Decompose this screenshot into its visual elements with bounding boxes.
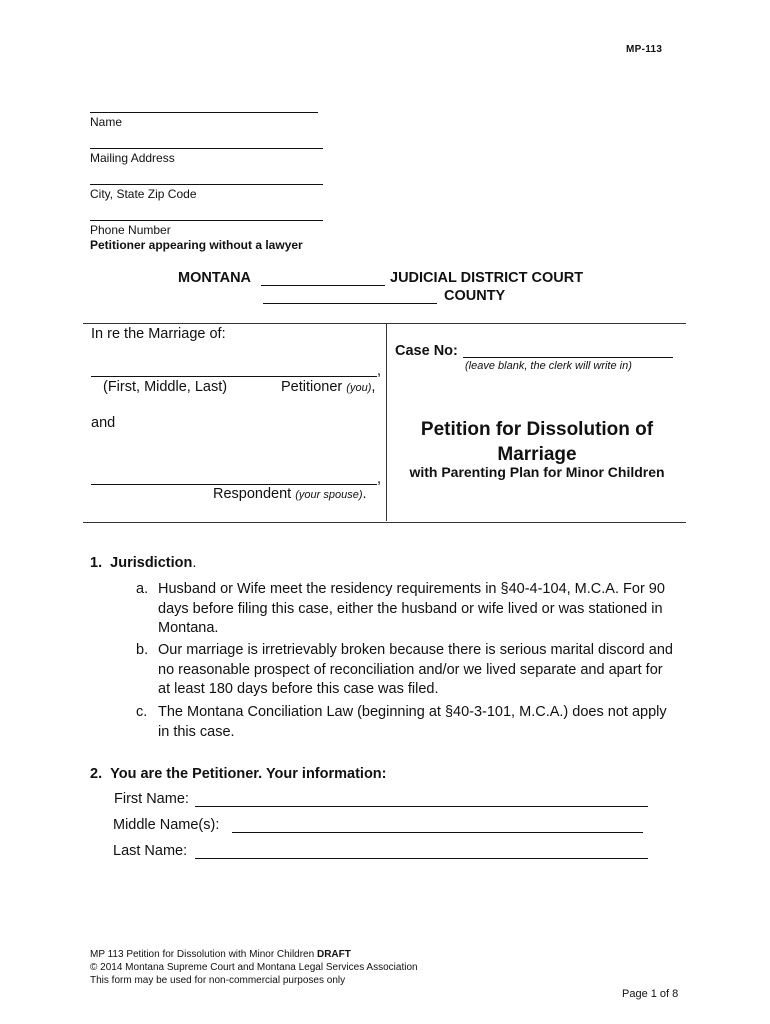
phone-number-label: Phone Number (90, 223, 171, 237)
middle-name-field[interactable] (232, 832, 643, 833)
respondent-label-text: Respondent (213, 486, 292, 502)
footer-copyright: © 2014 Montana Supreme Court and Montana Legal Services Association (90, 962, 418, 973)
petitioner-note: Petitioner appearing without a lawyer (90, 238, 303, 252)
list-item-letter: c. (136, 704, 148, 720)
list-item-letter: b. (136, 642, 149, 658)
form-id: MP-113 (626, 44, 663, 55)
period: . (192, 555, 197, 571)
last-name-field[interactable] (195, 858, 648, 859)
name-label: Name (90, 115, 123, 129)
section-1-number: 1. (90, 555, 103, 571)
list-item (136, 641, 681, 701)
county-name-field[interactable] (263, 303, 437, 304)
section-2-number: 2. (90, 766, 103, 782)
district-number-field[interactable] (261, 285, 385, 286)
footer-draft-flag: DRAFT (316, 949, 351, 960)
petition-title-line1: Petition for Dissolution of (420, 419, 654, 440)
petitioner-name-field[interactable] (91, 376, 377, 377)
phone-number-field[interactable] (90, 220, 323, 221)
list-item (136, 703, 681, 743)
city-state-zip-field[interactable] (90, 184, 323, 185)
petitioner-name-hint: (First, Middle, Last) (103, 379, 228, 395)
name-field[interactable] (90, 112, 318, 113)
petition-title (393, 417, 681, 467)
section-1-title: Jurisdiction (110, 555, 193, 571)
list-item-text: Our marriage is irretrievably broken because there is serious marital discord and no reasonable prospect of reconciliation and/or we lived separate and apart for at least 180 days before this case was filed. (158, 642, 673, 697)
list-item-letter: a. (136, 581, 149, 597)
section-2-title: You are the Petitioner. Your information: (110, 766, 387, 782)
footer-usage-note: This form may be used for non-commercial purposes only (90, 975, 346, 986)
first-name-field[interactable] (195, 806, 648, 807)
respondent-label (213, 485, 367, 505)
mailing-address-field[interactable] (90, 148, 323, 149)
court-name: JUDICIAL DISTRICT COURT (390, 270, 584, 286)
in-re-label: In re the Marriage of: (91, 326, 226, 342)
page-number: Page 1 of 8 (622, 988, 679, 1000)
comma: , (371, 379, 376, 395)
petition-title-line2: Marriage (497, 444, 577, 465)
petitioner-note-you: (you) (346, 382, 372, 394)
list-item-text: Husband or Wife meet the residency requirements in §40-4-104, M.C.A. For 90 days before filing this case, either the husband or wife lived or was stationed in Montana. (158, 581, 665, 636)
mailing-address-label: Mailing Address (90, 151, 175, 165)
list-item-text: The Montana Conciliation Law (beginning at §40-3-101, M.C.A.) does not apply in this case. (158, 704, 667, 740)
case-no-label: Case No: (395, 343, 458, 359)
court-state: MONTANA (178, 270, 252, 286)
county-label: COUNTY (444, 288, 506, 304)
respondent-note-spouse: (your spouse) (295, 489, 363, 501)
petition-subtitle: with Parenting Plan for Minor Children (409, 464, 665, 480)
case-no-field[interactable] (463, 357, 673, 358)
footer-form-title: MP 113 Petition for Dissolution with Minor Children (90, 949, 315, 960)
section-1-heading (90, 554, 196, 573)
city-state-zip-label: City, State Zip Code (90, 187, 197, 201)
comma: , (377, 363, 382, 379)
case-no-hint: (leave blank, the clerk will write in) (465, 360, 632, 372)
comma: , (377, 471, 382, 487)
and-label: and (91, 415, 116, 431)
caption-divider (386, 323, 387, 521)
period: . (362, 486, 367, 502)
list-item (136, 580, 681, 640)
last-name-label: Last Name: (113, 843, 188, 859)
section-2-heading (90, 765, 387, 784)
petitioner-label (281, 378, 375, 398)
petitioner-label-text: Petitioner (281, 379, 343, 395)
first-name-label: First Name: (114, 791, 189, 807)
footer-line1 (90, 948, 351, 961)
middle-name-label: Middle Name(s): (113, 817, 220, 833)
